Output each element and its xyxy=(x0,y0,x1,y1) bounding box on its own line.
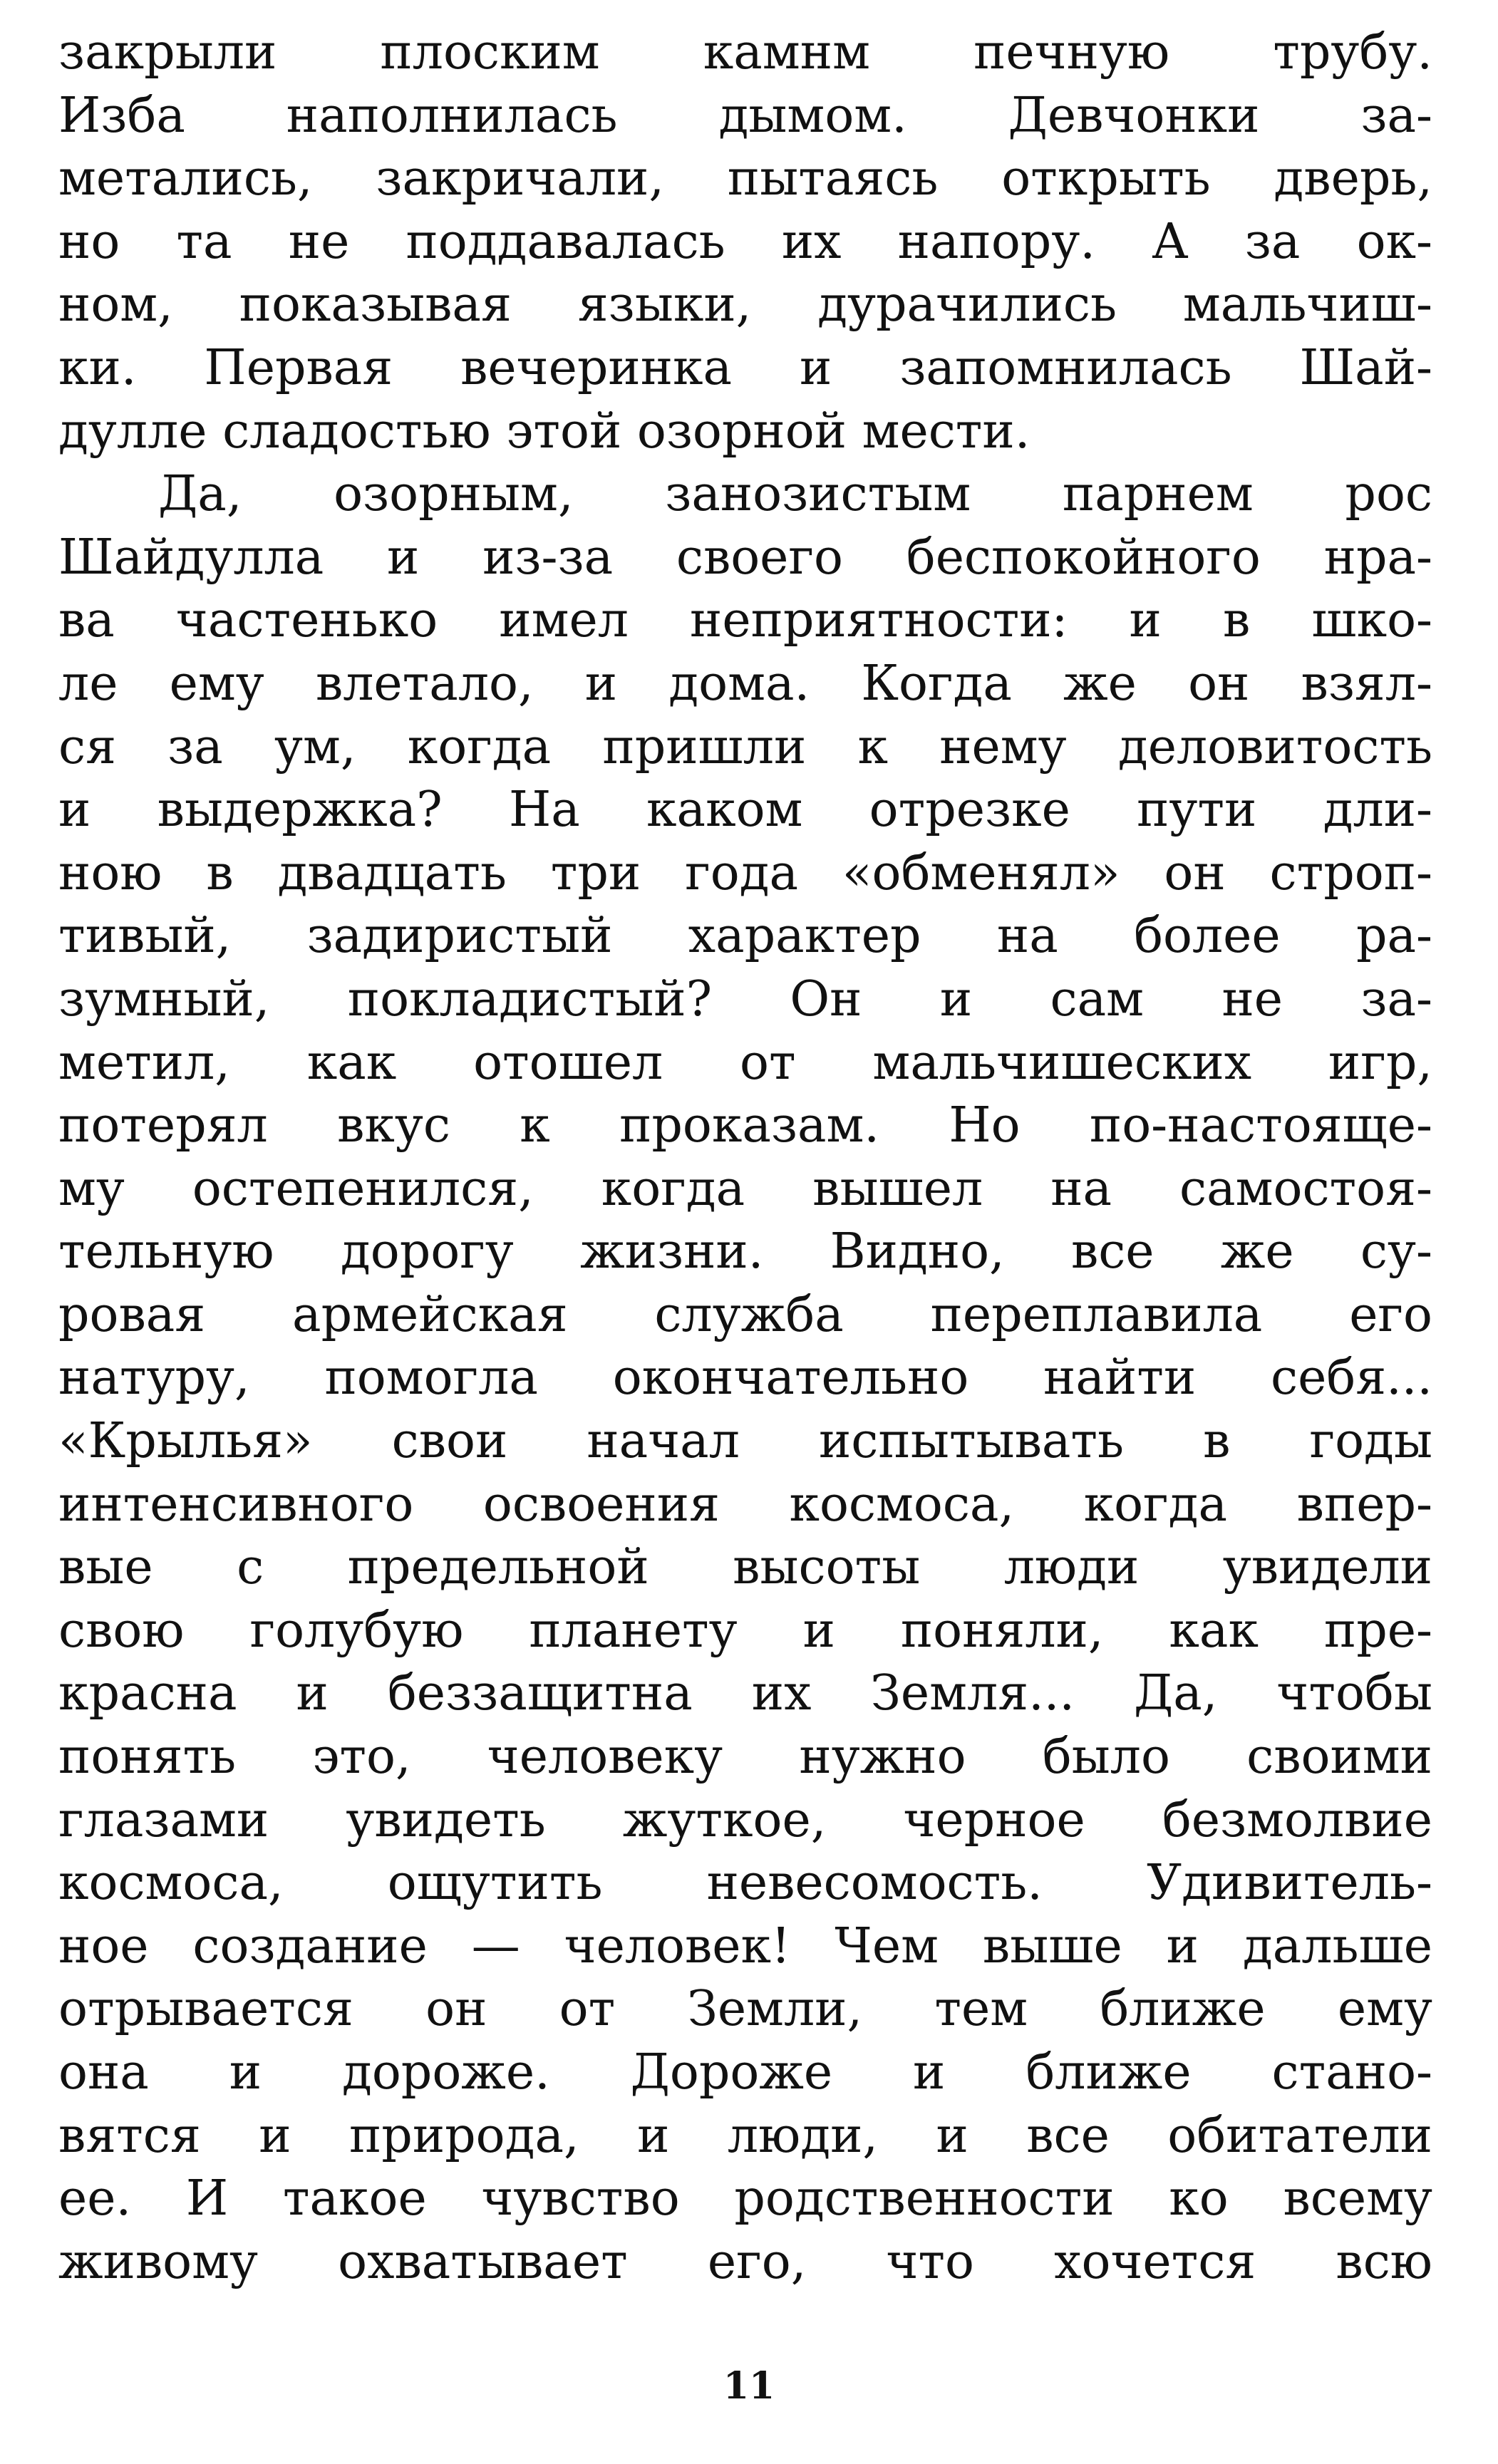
text-line: закрыли плоским камнм печную трубу. xyxy=(58,24,1432,81)
text-line: Изба наполнилась дымом. Девчонки за- xyxy=(58,87,1432,144)
text-line: ное создание — человек! Чем выше и дальше xyxy=(58,1917,1432,1974)
page-number: 11 xyxy=(723,2364,775,2408)
text-line: интенсивного освоения космоса, когда впер- xyxy=(58,1476,1432,1533)
text-line: живому охватывает его, что хочется всю xyxy=(58,2233,1432,2290)
text-line: му остепенился, когда вышел на самостоя- xyxy=(58,1160,1432,1217)
text-line: понять это, человеку нужно было своими xyxy=(58,1729,1432,1786)
text-line: глазами увидеть жуткое, черное безмолвие xyxy=(58,1791,1432,1848)
text-line: свою голубую планету и поняли, как пре- xyxy=(58,1602,1432,1659)
text-line: вятся и природа, и люди, и все обитатели xyxy=(58,2107,1432,2164)
text-line: потерял вкус к проказам. Но по-настояще- xyxy=(58,1097,1432,1154)
text-line: тивый, задиристый характер на более ра- xyxy=(58,908,1432,965)
text-line: отрывается он от Земли, тем ближе ему xyxy=(58,1981,1432,2038)
text-line: и выдержка? На каком отрезке пути дли- xyxy=(58,782,1432,839)
paragraph-start-line: Да, озорным, занозистым парнем рос xyxy=(158,466,1432,523)
text-line: тельную дорогу жизни. Видно, все же су- xyxy=(58,1223,1432,1280)
text-line: ною в двадцать три года «обменял» он строп- xyxy=(58,844,1432,901)
text-line: космоса, ощутить невесомость. Удивитель- xyxy=(58,1855,1432,1912)
text-line: метил, как отошел от мальчишеских игр, xyxy=(58,1034,1432,1091)
text-line: ном, показывая языки, дурачились мальчиш- xyxy=(58,276,1432,333)
text-line: метались, закричали, пытаясь открыть дверь, xyxy=(58,150,1432,207)
text-line: дулле сладостью этой озорной мести. xyxy=(58,403,1030,460)
text-line: натуру, помогла окончательно найти себя... xyxy=(58,1350,1432,1407)
text-line: ее. И такое чувство родственности ко всему xyxy=(58,2170,1432,2227)
text-line: она и дороже. Дороже и ближе стано- xyxy=(58,2044,1432,2101)
text-line: ки. Первая вечеринка и запомнилась Шай- xyxy=(58,339,1432,396)
text-line: красна и беззащитна их Земля... Да, чтобы xyxy=(58,1665,1432,1722)
text-line: Шайдулла и из-за своего беспокойного нра- xyxy=(58,529,1432,586)
body-text xyxy=(58,21,1432,2294)
text-line: ровая армейская служба переплавила его xyxy=(58,1286,1432,1343)
text-line: ле ему влетало, и дома. Когда же он взял- xyxy=(58,655,1432,712)
text-line: ва частенько имел неприятности: и в шко- xyxy=(58,592,1432,649)
text-line: ся за ум, когда пришли к нему деловитость xyxy=(58,718,1432,775)
text-line: «Крылья» свои начал испытывать в годы xyxy=(58,1413,1432,1470)
text-line: но та не поддавалась их напору. А за ок- xyxy=(58,213,1432,270)
text-line: зумный, покладистый? Он и сам не за- xyxy=(58,970,1432,1027)
text-line: вые с предельной высоты люди увидели xyxy=(58,1539,1432,1596)
